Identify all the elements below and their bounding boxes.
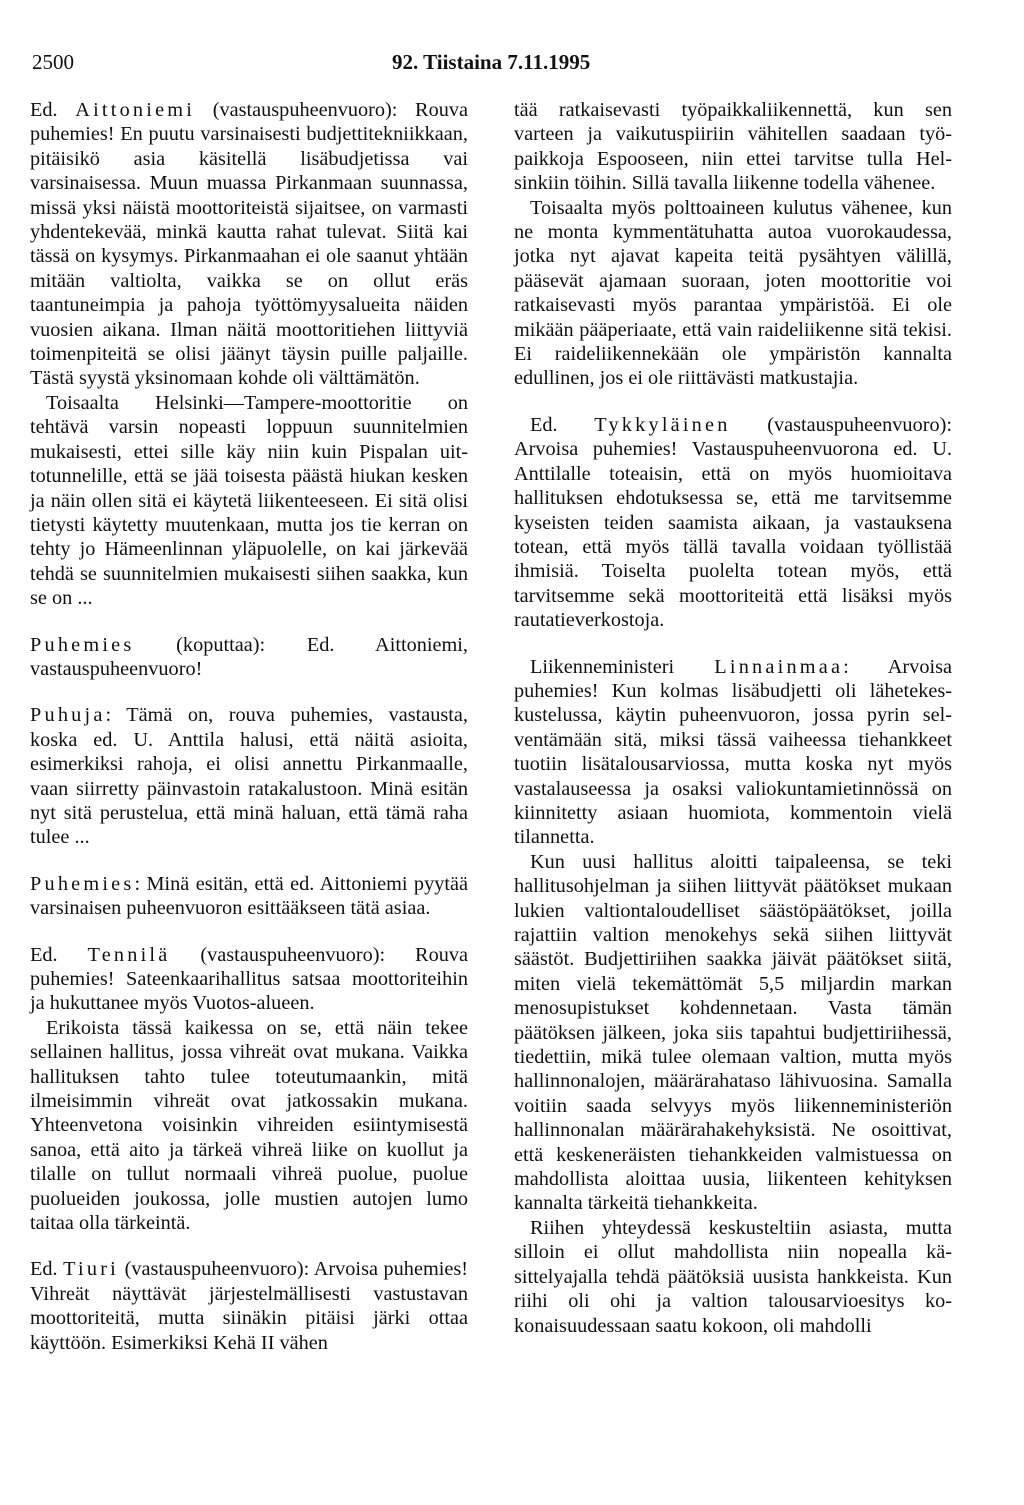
speaker-name: Puhuja <box>30 704 106 727</box>
speaker-name: Tykkyläinen <box>594 413 731 436</box>
session-date: 92. Tiistaina 7.11.1995 <box>392 50 591 74</box>
speech-puhuja <box>30 703 468 849</box>
speech-tykkylainen <box>514 413 952 633</box>
speech-text: (vastauspuheenvuoro): Rouva puhemies! Sateenkaarihallitus satsaa moottoriteihin ja hukuttanee myös Vuotos-alueen. <box>30 943 468 1015</box>
speech-prefix: Ed. <box>30 943 88 966</box>
speech-text: (vastauspuheenvuoro): Rouva puhemies! En puutu varsinaisesti budjettitekniikkaan, pitäisikö asia käsitellä lisäbudjetissa vai varsinaisessa. Muun muassa Pirkanmaan suunnassa, missä yksi näistä moottoriteistä sijaitsee, on varmasti yhdentekevää, minkä kautta rahat tulevat. Siitä kai tässä on kysymys. Pirkanmaahan ei ole saanut yhtään mitään valtiolta, vaikka se on ollut eräs taantuneimpia ja pahoja työttömyysalueita näiden vuosien aikana. Ilman näitä moottoritiehen liittyviä toimenpiteitä se olisi jäänyt täysin puille paljaille. Tästä syystä yksinomaan kohde oli välttämätön. <box>30 99 469 390</box>
left-column <box>30 98 468 1355</box>
speaker-name: Aittoniemi <box>75 99 196 121</box>
speech-text: (vastauspuheenvuoro): Arvoisa puhemies! Vastauspuheenvuorona ed. U. Anttilalle toteaisin, että on myös huomioitava hallituksen ehdotuksessa se, että me tarvitsemme kyseisten teiden saamista aikaan, ja vastauksena totean, että myös tällä tavalla voidaan työllistää ihmisiä. Toiselta puolelta totean myös, että tarvitsemme sekä moottoriteitä että lisäksi myös rautatieverkostoja. <box>514 413 952 632</box>
speech-paragraph: Toisaalta Helsinki—Tampere-moottoritie on tehtävä varsin nopeasti loppuun suunnitelmien mukaisesti, ettei sille käy niin kuin Pispalan uittotunnelille, että se jää toisesta päästä hiukan kesken ja näin ollen sitä ei käytetä liikenteeseen. Ei sitä olisi tietysti käytetty muutenkaan, mutta jos tie kerran on tehty jo Hämeenlinnan yläpuolelle, on kai järkevää tehdä se suunnitelmien mukaisesti siihen saakka, kun se on ... <box>30 391 468 610</box>
speech-aittoniemi <box>30 98 468 391</box>
page-number: 2500 <box>32 50 74 74</box>
right-column <box>514 98 952 1338</box>
speaker-name: Tennilä <box>87 943 171 966</box>
speech-prefix: Ed. <box>30 1258 64 1281</box>
page-header <box>32 50 992 80</box>
speech-paragraph: Erikoista tässä kaikessa on se, että näin tekee sellainen hallitus, jossa vihreät ovat mukana. Vaikka hallituksen tahto tulee toteutumaankin, mitä ilmeisimmin vihreät ovat jatkossakin mukana. Yhteenvetona voisinkin vihreiden esiintymisestä sanoa, että aito ja tärkeä vihreä liike on kuollut ja tilalle on tullut normaali vihreä puolue, puolue puolueiden joukossa, jolle mustien autojen lumo taitaa olla tärkeintä. <box>30 1016 468 1235</box>
speech-text: : Arvoisa puhemies! Kun kolmas lisäbudjetti oli lähetekeskustelussa, käytin puheenvuoron, jossa pyrin selventämään sitä, miksi tässä vaiheessa tiehankkeet tuotiin lisätalousarviossa, mutta koska nyt myös vastalauseessa ja osaksi valiokuntamietinnössä on kiinnitetty asiaan huomiota, kommentoin vielä tilannetta. <box>514 655 952 849</box>
speech-tiuri <box>30 1257 468 1355</box>
speech-prefix: Ed. <box>530 413 595 436</box>
speech-paragraph: Kun uusi hallitus aloitti taipaleensa, se teki hallitusohjelman ja siihen liittyvät päätökset mukaan lukien valtiontaloudelliset säästöpäätökset, joilla rajattiin valtion menokehys sekä siihen liittyvät säästöt. Budjettiriihen saakka jäivät päätökset siitä, miten vielä tekemättömät 5,5 miljardin markan menosupistukset kohdennetaan. Vasta tämän päätöksen jälkeen, joka siis tapahtui budjettiriihessä, tiedettiin, mikä tulee olemaan valtion, mutta myös hallinnonalojen, määrärahataso lähivuosina. Samalla voitiin saada selvyys myös liikenneministeriön hallinnonalan määrärahakehyksistä. Ne osoittivat, että keskeneräisten tiehankkeiden valmistuessa on mahdollista aloittaa uusia, liikenteen kehityksen kannalta tärkeitä tiehankkeita. <box>514 850 952 1215</box>
speech-paragraph: Toisaalta myös polttoaineen kulutus vähenee, kun ne monta kymmentätuhatta autoa vuorokaudessa, jotka nyt ajavat kapeita teitä pysähtyen välillä, pääsevät ajamaan suoraan, joten moottoritie voi ratkaisevasti myös parantaa ympäristöä. Ei ole mikään pääperiaate, että vain raideliikenne sitä tekisi. Ei raideliikennekään ole ympäristön kannalta edullinen, jos ei ole riittävästi matkustajia. <box>514 196 952 390</box>
speech-paragraph: tää ratkaisevasti työpaikkaliikennettä, kun sen varteen ja vaikutuspiiriin vähitellen saadaan työpaikkoja Espooseen, niin ettei tarvitse tulla Helsinkiin töihin. Sillä tavalla liikenne todella vähenee. <box>514 99 952 195</box>
speech-text: (koputtaa): Ed. Aittoniemi, vastauspuheenvuoro! <box>30 633 468 680</box>
speech-text: : Minä esitän, että ed. Aittoniemi pyytää varsinaisen puheenvuoron esittääkseen tätä asiaa. <box>30 872 468 920</box>
speech-text: : Tämä on, rouva puhemies, vastausta, koska ed. U. Anttila halusi, että näitä asioita, esimerkiksi rahoja, ei olisi annettu Pirkanmaalle, vaan siirretty päinvastoin ratakalustoon. Minä esitän nyt sitä perustelua, että minä haluan, että tämä raha tulee ... <box>30 704 468 849</box>
speaker-name: Tiuri <box>63 1258 120 1281</box>
speaker-name: Puhemies <box>30 872 135 895</box>
speech-puhemies-2 <box>30 872 468 921</box>
speech-puhemies-1 <box>30 633 468 682</box>
speech-tennila <box>30 943 468 1016</box>
speech-prefix: Liikenneministeri <box>530 655 715 678</box>
speech-paragraph: Riihen yhteydessä keskusteltiin asiasta, mutta silloin ei ollut mahdollista niin nopealla käsittelyajalla tehdä päätöksiä uusista hankkeista. Kun riihi oli ohi ja valtion talousarvioesitys kokonaisuudessaan saatu kokoon, oli mahdolli <box>514 1216 952 1337</box>
speaker-name: Puhemies <box>30 633 135 656</box>
speech-prefix: Ed. <box>30 99 76 121</box>
speaker-name: Linnainmaa <box>714 655 844 678</box>
speech-linnainmaa <box>514 655 952 850</box>
speech-text: (vastauspuheenvuoro): Arvoisa puhemies! Vihreät näyttävät järjestelmällisesti vastustavan moottoriteitä, mutta siinäkin pitäisi järki ottaa käyttöön. Esimerkiksi Kehä II vähen <box>30 1258 469 1354</box>
